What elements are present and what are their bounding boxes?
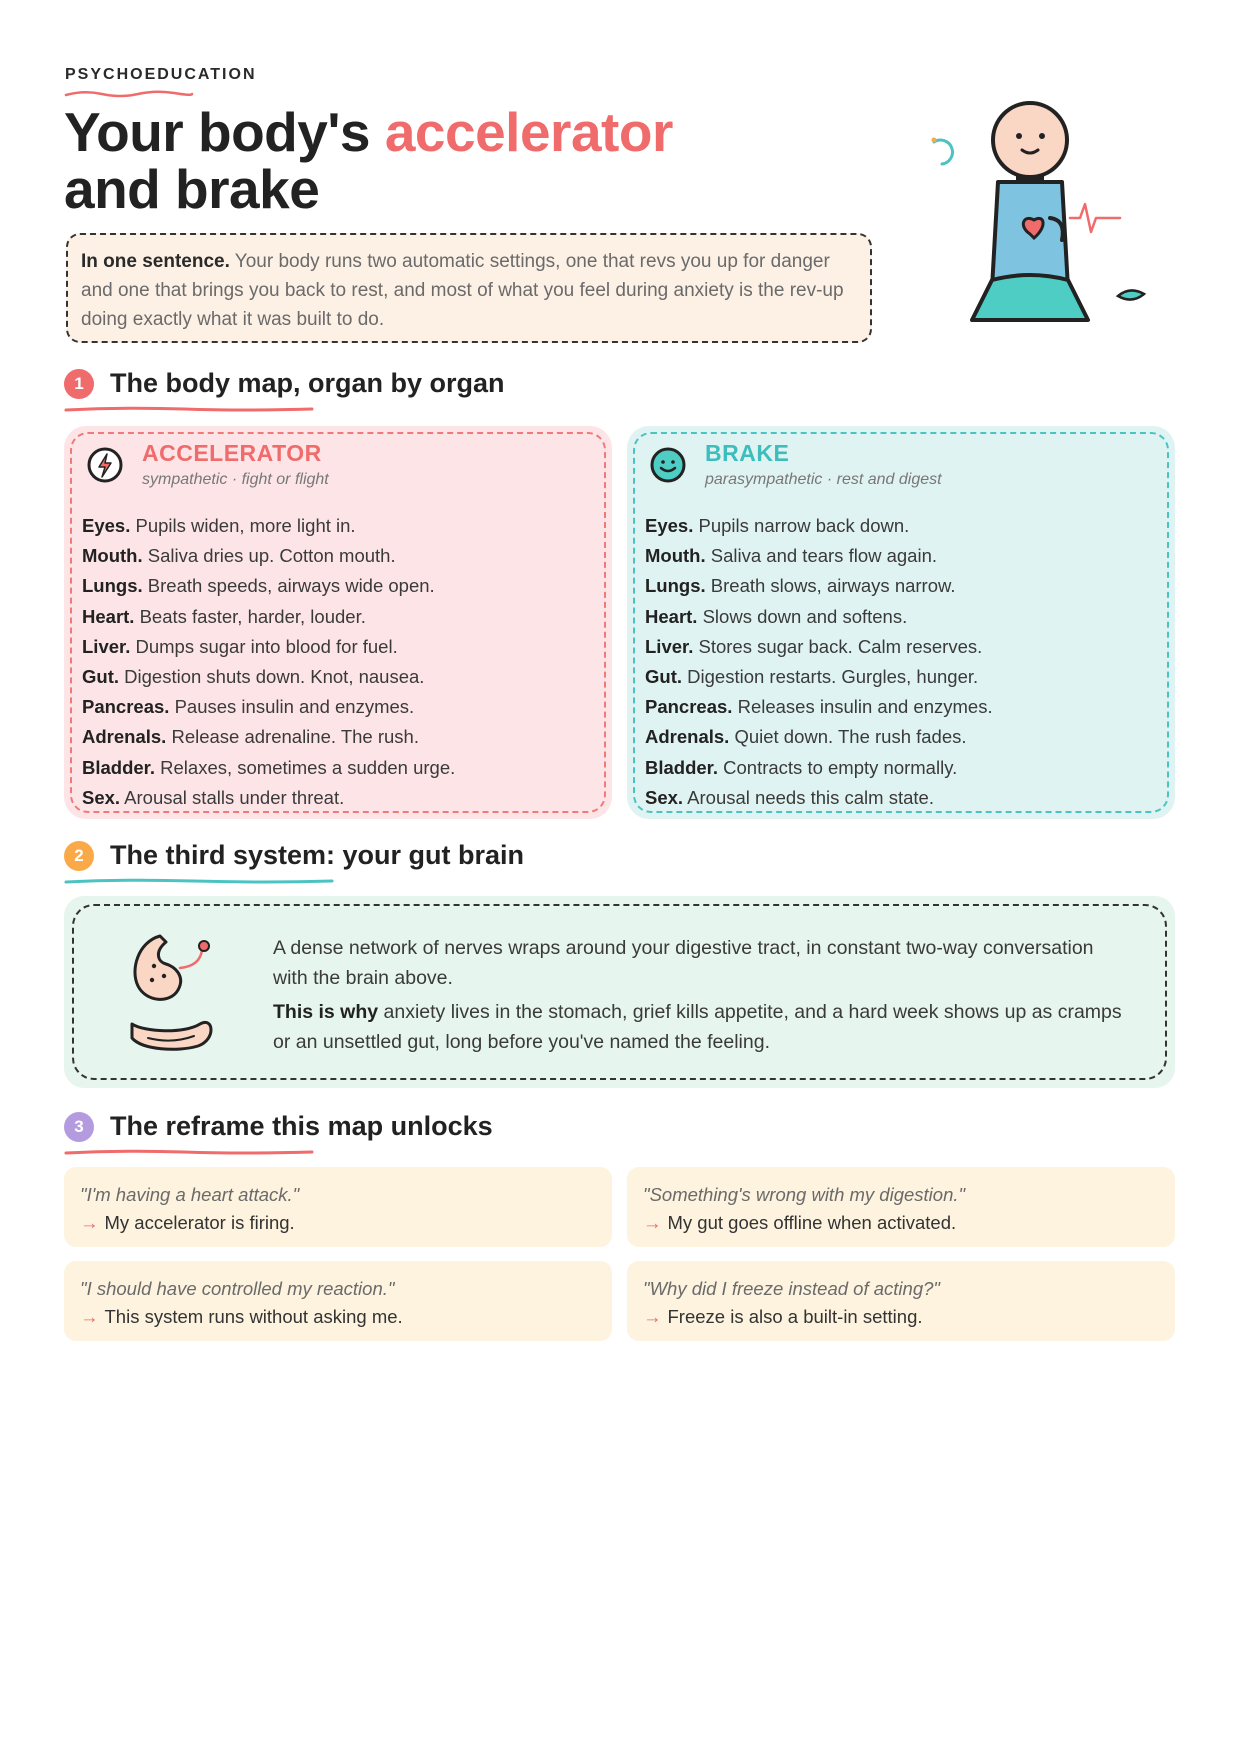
list-item: Mouth. Saliva and tears flow again. [645, 545, 938, 567]
gut-brain-box [64, 896, 1175, 1088]
list-item: Bladder. Contracts to empty normally. [645, 756, 958, 778]
section-3-title: The reframe this map unlocks [110, 1111, 493, 1141]
eyebrow-squiggle-decoration [64, 88, 194, 100]
list-item: Adrenals. Release adrenaline. The rush. [82, 726, 419, 748]
section-3-underline [64, 1147, 314, 1157]
reframe-card [64, 1167, 612, 1247]
section-2-underline [64, 876, 334, 886]
list-item: Liver. Stores sugar back. Calm reserves. [645, 635, 983, 657]
list-item: Heart. Slows down and softens. [645, 605, 908, 627]
list-item: Mouth. Saliva dries up. Cotton mouth. [82, 545, 396, 567]
reframe-answer: → Freeze is also a built-in setting. [643, 1306, 923, 1327]
reframe-answer: → This system runs without asking me. [80, 1306, 403, 1327]
accelerator-title: ACCELERATOR [142, 440, 322, 466]
gut-paragraph-1: A dense network of nerves wraps around your digestive tract, in constant two-way conversation with the brain above. [273, 937, 1094, 989]
section-1-title: The body map, organ by organ [110, 368, 505, 398]
list-item: Sex. Arousal stalls under threat. [82, 786, 345, 808]
arrow-right-icon: → [643, 1306, 662, 1327]
list-item: Eyes. Pupils widen, more light in. [82, 515, 356, 536]
section-3-number: 3 [64, 1112, 94, 1142]
section-2-title: The third system: your gut brain [110, 840, 525, 870]
reframe-quote: "I should have controlled my reaction." [80, 1278, 395, 1299]
list-item: Liver. Dumps sugar into blood for fuel. [82, 635, 398, 657]
title-part-1: Your body's [64, 101, 385, 163]
list-item: Lungs. Breath slows, airways narrow. [645, 575, 956, 597]
list-item: Heart. Beats faster, harder, louder. [82, 605, 366, 627]
reframe-quote: "Why did I freeze instead of acting?" [643, 1278, 940, 1299]
accelerator-organ-list [82, 511, 455, 813]
gut-paragraph-2: This is why anxiety lives in the stomach, grief kills appetite, and a hard week shows up as cramps or an unsettled gut, long before you've named the feeling. [273, 1001, 1122, 1053]
brake-title: BRAKE [705, 440, 790, 466]
reframe-answer: → My accelerator is firing. [80, 1212, 295, 1233]
accelerator-panel [64, 426, 612, 819]
arrow-right-icon: → [80, 1306, 99, 1327]
reframe-card [64, 1261, 612, 1341]
reframe-answer: → My gut goes offline when activated. [643, 1212, 957, 1233]
brake-panel [627, 426, 1175, 819]
smile-icon [649, 446, 687, 484]
accelerator-subtitle: sympathetic · fight or flight [142, 471, 329, 488]
section-1-number: 1 [64, 369, 94, 399]
reframe-card [627, 1261, 1175, 1341]
arrow-right-icon: → [643, 1212, 662, 1233]
section-2-heading [64, 840, 524, 871]
brake-subtitle: parasympathetic · rest and digest [705, 471, 942, 488]
section-3-heading [64, 1111, 493, 1142]
list-item: Eyes. Pupils narrow back down. [645, 515, 910, 536]
list-item: Adrenals. Quiet down. The rush fades. [645, 726, 967, 748]
list-item: Pancreas. Pauses insulin and enzymes. [82, 696, 415, 718]
reframe-card [627, 1167, 1175, 1247]
page-title [64, 101, 673, 220]
reframe-quote: "I'm having a heart attack." [80, 1184, 300, 1205]
list-item: Lungs. Breath speeds, airways wide open. [82, 575, 435, 597]
arrow-right-icon: → [80, 1212, 99, 1233]
eyebrow-label: PSYCHOEDUCATION [65, 66, 257, 83]
list-item: Sex. Arousal needs this calm state. [645, 786, 934, 808]
title-accent: accelerator [384, 101, 673, 163]
section-1-heading [64, 368, 505, 399]
gut-brain-text [273, 934, 1133, 1057]
title-part-2: and brake [64, 158, 320, 220]
list-item: Bladder. Relaxes, sometimes a sudden urge. [82, 756, 456, 778]
section-2-number: 2 [64, 841, 94, 871]
gut-brain-icon [124, 920, 234, 1060]
reframe-quote: "Something's wrong with my digestion." [643, 1184, 966, 1205]
list-item: Gut. Digestion restarts. Gurgles, hunger. [645, 666, 979, 688]
summary-box [66, 233, 872, 343]
person-heart-illustration [930, 100, 1160, 330]
summary-lead: In one sentence. [81, 251, 230, 272]
list-item: Gut. Digestion shuts down. Knot, nausea. [82, 666, 425, 688]
brake-organ-list [645, 511, 993, 813]
section-1-underline [64, 404, 314, 414]
lightning-icon [86, 446, 124, 484]
summary-text: Your body runs two automatic settings, one that revs you up for danger and one that brings you back to rest, and most of what you feel during anxiety is the rev-up doing exactly what it was built to do. [81, 251, 844, 330]
list-item: Pancreas. Releases insulin and enzymes. [645, 696, 993, 718]
